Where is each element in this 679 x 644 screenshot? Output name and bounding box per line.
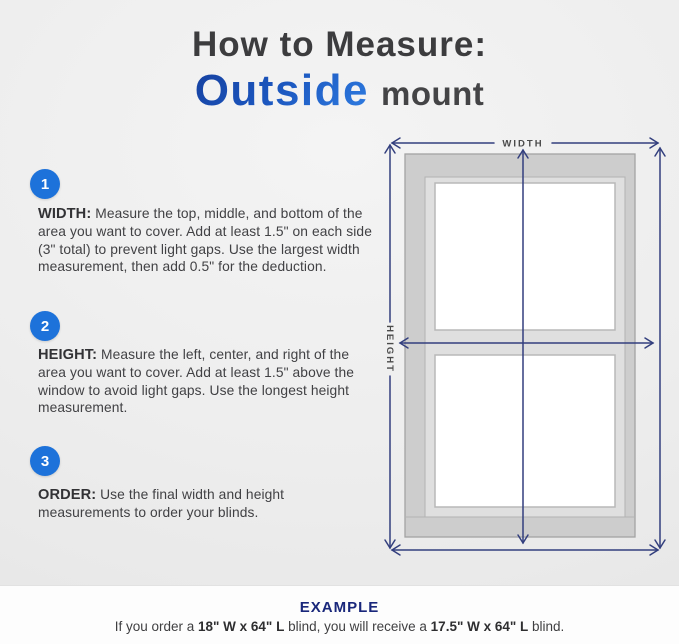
step-3-body: Use the final width and height measurements to order your blinds. bbox=[38, 487, 285, 521]
window-upper-pane bbox=[435, 183, 615, 330]
step-1-text bbox=[38, 205, 376, 275]
width-arrow-bottom bbox=[392, 545, 658, 555]
window-measure-diagram bbox=[370, 128, 670, 588]
step-2-label: HEIGHT: bbox=[38, 347, 98, 363]
page-title: How to Measure: bbox=[191, 25, 488, 64]
step-3-text bbox=[38, 486, 376, 522]
step-3-badge bbox=[30, 446, 60, 476]
example-suffix: blind. bbox=[528, 619, 565, 634]
example-title: EXAMPLE bbox=[299, 599, 380, 616]
step-2-number: 2 bbox=[40, 317, 50, 335]
step-1-label: WIDTH: bbox=[38, 206, 92, 222]
page-subtitle bbox=[0, 66, 679, 116]
width-label: WIDTH bbox=[502, 138, 544, 150]
step-3-label: ORDER: bbox=[38, 487, 97, 503]
step-3-number: 3 bbox=[40, 452, 50, 470]
step-2-badge bbox=[30, 311, 60, 341]
step-1-badge bbox=[30, 169, 60, 199]
example-ordered-size: 18" W x 64" L bbox=[198, 619, 285, 634]
example-bar bbox=[0, 587, 679, 644]
step-2-body: Measure the left, center, and right of the area you want to cover. Add at least 1.5" above the window to avoid light gaps. Use the longest height measurement. bbox=[38, 347, 355, 415]
window-lower-pane bbox=[435, 355, 615, 507]
example-received-size: 17.5" W x 64" L bbox=[430, 619, 529, 634]
step-1-number: 1 bbox=[40, 175, 50, 193]
step-2-text bbox=[38, 346, 376, 416]
window-illustration bbox=[405, 154, 635, 537]
height-label: HEIGHT bbox=[384, 325, 395, 373]
subtitle-suffix: mount bbox=[380, 75, 485, 112]
step-1-body: Measure the top, middle, and bottom of the area you want to cover. Add at least 1.5" on each side (3" total) to prevent light gaps. Use the largest width measurement, then add 0.5" for the deduction. bbox=[38, 206, 372, 274]
title-block bbox=[0, 25, 679, 116]
subtitle-highlight: Outside bbox=[194, 66, 369, 115]
example-sentence bbox=[0, 619, 679, 634]
example-prefix: If you order a bbox=[114, 619, 198, 634]
example-middle: blind, you will receive a bbox=[284, 619, 431, 634]
height-arrow-right bbox=[655, 148, 665, 548]
